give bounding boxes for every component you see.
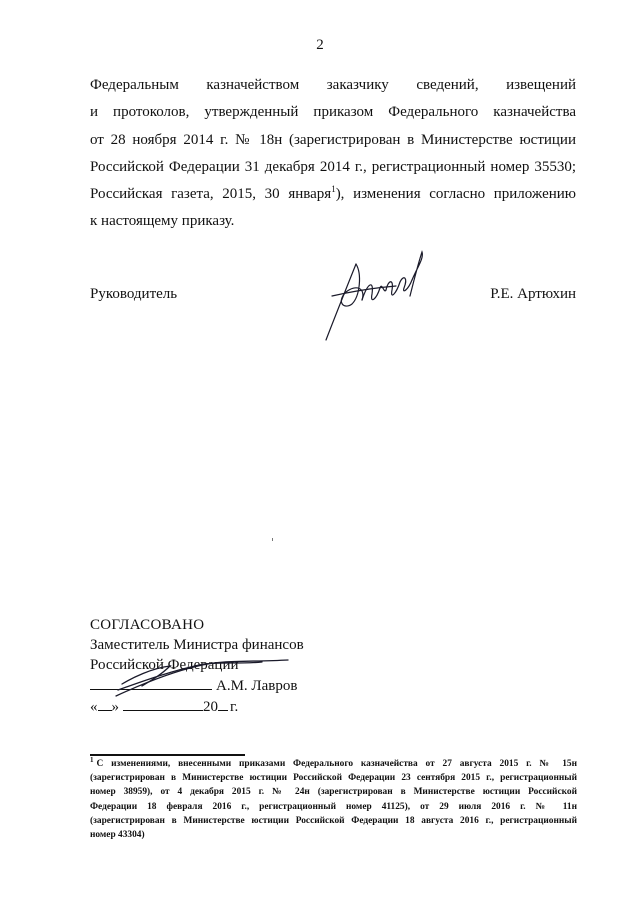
scan-speck: [272, 538, 273, 541]
page-number: 2: [316, 37, 324, 53]
footnote-line-text: С изменениями, внесенными приказами Федерального казначейства от 27 августа 2015 г. № 15н: [96, 759, 577, 769]
body-line-text: Российская газета, 2015, 30 января: [90, 186, 332, 203]
footnote-divider: [90, 754, 245, 756]
body-line: и протоколов, утвержденный приказом Федерального казначейства: [90, 104, 576, 121]
footnote-line: номер 38959), от 4 декабря 2015 г. № 24н (зарегистрирован в Министерстве юстиции Российской: [90, 787, 577, 798]
approval-position-line2: Российской Федерации: [90, 657, 239, 673]
footnote-reference: 1: [331, 184, 336, 195]
approval-position-line1: Заместитель Министра финансов: [90, 637, 304, 653]
body-line: Российской Федерации 31 декабря 2014 г., регистрационный номер 35530;: [90, 158, 576, 175]
date-quote-open: «: [90, 699, 98, 715]
date-year-suffix: г.: [230, 699, 239, 715]
footnote-line: (зарегистрирован в Министерстве юстиции Российской Федерации 18 августа 2016 г., регистрационный: [90, 815, 577, 826]
day-blank: [98, 696, 112, 711]
body-line: к настоящему приказу.: [90, 213, 235, 230]
footnote-mark: 1: [90, 755, 94, 764]
signer-position: Руководитель: [90, 286, 178, 302]
body-line: от 28 ноября 2014 г. № 18н (зарегистрирован в Министерстве юстиции: [90, 131, 576, 148]
signer-name: Р.Е. Артюхин: [490, 286, 576, 302]
footnote-line: (зарегистрирован в Министерстве юстиции Российской Федерации 23 сентября 2015 г., регистрационный: [90, 773, 577, 784]
approver-name: А.М. Лавров: [216, 678, 298, 694]
handwritten-signature: [322, 244, 440, 344]
footnote-line: номер 43304): [90, 830, 145, 841]
body-line: Федеральным казначейством заказчику сведений, извещений: [90, 77, 576, 93]
date-quote-close: »: [111, 699, 119, 715]
approval-signature: [112, 644, 292, 704]
body-line: [90, 181, 576, 208]
footnote-line: [90, 757, 577, 771]
date-year: 20: [203, 699, 218, 715]
body-paragraph: [90, 72, 576, 236]
approval-heading: СОГЛАСОВАНО: [90, 617, 205, 633]
footnote-line: Федерации 18 февраля 2016 г., регистрационный номер 41125), от 29 июля 2016 г. № 11н: [90, 801, 577, 812]
footnote: [90, 757, 577, 842]
body-line-text: ), изменения согласно приложению: [335, 186, 576, 203]
